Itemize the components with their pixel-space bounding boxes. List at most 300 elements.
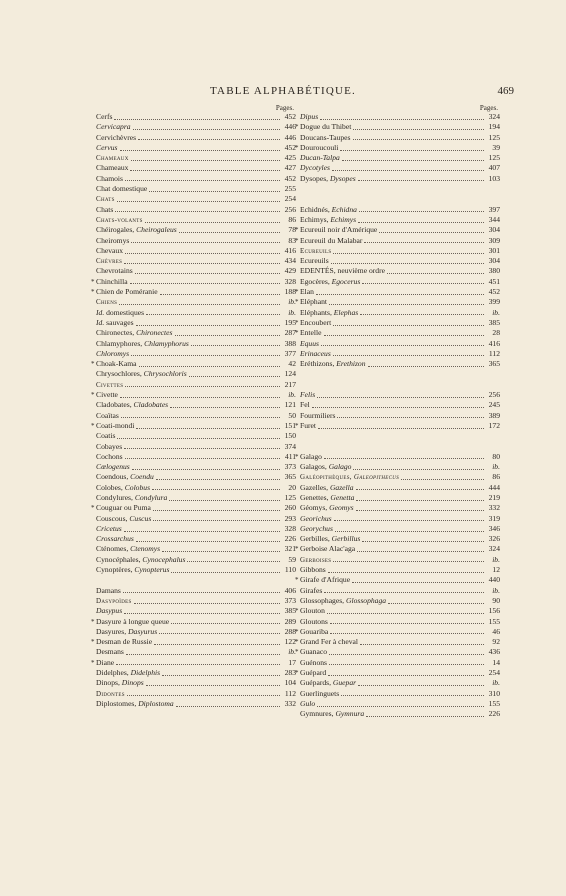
index-entry: [96, 339, 296, 349]
asterisk-mark: *: [295, 298, 299, 307]
index-entry: [96, 400, 296, 410]
dot-leader: [324, 458, 484, 459]
entry-name: [300, 318, 331, 328]
asterisk-mark: *: [91, 288, 95, 297]
dot-leader: [329, 654, 484, 655]
dot-leader: [120, 150, 280, 151]
entry-name-text: Gazelles,: [300, 482, 330, 492]
entry-name: [96, 369, 187, 379]
dot-leader: [324, 592, 484, 593]
index-entry: [300, 483, 500, 493]
dot-leader: [124, 263, 280, 264]
entry-name-text: Encoubert: [300, 317, 332, 327]
entry-page: 385: [488, 317, 500, 327]
entry-page: 219: [488, 492, 500, 502]
entry-name-text: Coatis: [96, 431, 116, 441]
index-entry: [300, 112, 500, 122]
section-gap: [300, 442, 500, 452]
entry-page: 373: [284, 462, 296, 472]
entry-name-text: Cobayes: [96, 441, 123, 451]
dot-leader: [362, 283, 484, 284]
entry-page: 155: [488, 698, 500, 708]
entry-name: [96, 194, 115, 204]
entry-name: [96, 431, 115, 441]
entry-name: [300, 565, 326, 575]
entry-name: [96, 462, 130, 472]
index-entry: [295, 637, 500, 647]
entry-latin-name: Gazella: [329, 482, 354, 492]
entry-name: [300, 153, 340, 163]
entry-name: [96, 390, 118, 400]
entry-name: [96, 586, 121, 596]
entry-latin-name: Glossophaga: [345, 595, 387, 605]
entry-page: 344: [488, 214, 500, 224]
asterisk-mark: *: [91, 277, 95, 286]
entry-name: [96, 308, 144, 318]
entry-latin-name: Didelphis: [130, 668, 161, 678]
entry-name: [300, 544, 355, 554]
entry-name: [300, 658, 327, 668]
entry-name: [96, 678, 144, 688]
entry-name-italic: Dycotyles: [300, 163, 330, 173]
index-entry: [300, 524, 500, 534]
index-entry: [295, 297, 500, 307]
entry-name-text: Cynoptères,: [96, 565, 135, 575]
entry-name: [300, 339, 319, 349]
entry-name-text: Egocères,: [300, 276, 332, 286]
dot-leader: [330, 633, 484, 634]
entry-name: [96, 236, 129, 246]
entry-page: 260: [284, 503, 296, 513]
dot-leader: [125, 253, 280, 254]
entry-name-text: Chameaux: [96, 154, 129, 163]
entry-name: [96, 689, 125, 699]
entry-name-text: Choak-Kama: [96, 359, 137, 369]
index-entry: [300, 678, 500, 688]
index-entry: [300, 359, 500, 369]
entry-name: [300, 493, 354, 503]
entry-page: 380: [488, 266, 500, 276]
entry-name: [300, 256, 329, 266]
entry-name: [300, 411, 335, 421]
dot-leader: [121, 417, 280, 418]
entry-name: [96, 266, 133, 276]
dot-leader: [133, 129, 280, 130]
dot-leader: [136, 325, 280, 326]
entry-latin-name: Erethizon: [336, 359, 366, 369]
entry-page: ib.: [492, 554, 500, 564]
entry-name-text: Dasyures,: [96, 626, 129, 636]
index-column-right: [295, 104, 500, 720]
entry-page: 150: [284, 431, 296, 441]
dot-leader: [171, 572, 280, 573]
entry-name-text: Glossophages,: [300, 595, 346, 605]
index-entry: [96, 699, 296, 709]
entry-page: 104: [284, 678, 296, 688]
page-number: 469: [497, 85, 514, 97]
entry-name: [300, 236, 362, 246]
dot-leader: [333, 325, 484, 326]
entry-name-text: Guanaco: [300, 647, 327, 657]
entry-name-text: Ecureuil du Malabar: [300, 235, 363, 245]
section-gap: [300, 184, 500, 194]
asterisk-mark: *: [295, 226, 299, 235]
entry-latin-name: Echimys: [330, 214, 357, 224]
entry-name-italic: Cervicapra: [96, 122, 131, 132]
entry-name: [300, 647, 327, 657]
entry-page: ib.: [492, 462, 500, 472]
entry-page: 446: [284, 122, 296, 132]
dot-leader: [321, 345, 484, 346]
entry-page: 304: [488, 225, 500, 235]
dot-leader: [353, 469, 484, 470]
entry-name: [300, 586, 322, 596]
asterisk-mark: *: [295, 123, 299, 132]
entry-page: 124: [284, 369, 296, 379]
index-entry: [96, 256, 296, 266]
entry-name-text: Eléphants,: [300, 307, 334, 317]
entry-name-italic: Crossarchus: [96, 534, 134, 544]
entry-page: 406: [284, 585, 296, 595]
asterisk-mark: *: [295, 288, 299, 297]
dot-leader: [324, 335, 484, 336]
entry-page: 255: [284, 184, 296, 194]
dot-leader: [130, 283, 280, 284]
index-entry: [91, 616, 296, 627]
dot-leader: [189, 376, 280, 377]
entry-page: 78: [288, 225, 296, 235]
entry-name-text: Gouariba: [300, 626, 329, 636]
index-entry: [96, 534, 296, 544]
index-entry: [300, 514, 500, 524]
entry-latin-name: Egocerus: [331, 276, 361, 286]
entry-name-text: Cladobates,: [96, 400, 134, 410]
dot-leader: [138, 139, 280, 140]
dot-leader: [341, 695, 484, 696]
entry-name: [96, 493, 167, 503]
entry-page: 80: [492, 451, 500, 461]
index-entry: [96, 194, 296, 204]
dot-leader: [329, 304, 484, 305]
entry-name-text: Chats-volants: [96, 215, 143, 224]
entry-latin-name: Echidna: [331, 204, 357, 214]
entry-name: [96, 617, 169, 627]
entry-name-text: Dogue du Thibet: [300, 122, 352, 132]
dot-leader: [154, 644, 280, 645]
entry-name-text: Echimys,: [300, 214, 331, 224]
index-entry: [300, 596, 500, 606]
index-entry: [300, 699, 500, 709]
index-entry: [91, 637, 296, 647]
entry-name-text: Chats: [96, 195, 115, 204]
index-entry: [300, 689, 500, 699]
index-entry: [300, 246, 500, 256]
dot-leader: [160, 294, 280, 295]
section-gap: [96, 575, 296, 585]
entry-name: [96, 256, 122, 266]
entry-name: [300, 215, 356, 225]
entry-name-text: Guépards,: [300, 678, 333, 688]
entry-latin-name: Genetta: [330, 492, 355, 502]
entry-latin-name: Cynopterus: [134, 565, 170, 575]
asterisk-mark: *: [91, 658, 95, 667]
entry-name: [300, 452, 322, 462]
entry-name: [300, 400, 310, 410]
entry-latin-name: Galeopithecus: [353, 473, 399, 482]
entry-page: 254: [488, 668, 500, 678]
asterisk-mark: *: [295, 627, 299, 636]
entry-page: 346: [488, 523, 500, 533]
dot-leader: [116, 664, 280, 665]
index-entry: [91, 287, 296, 297]
entry-name-italic: Georichus: [300, 513, 332, 523]
entry-name-text: Gerboises: [300, 555, 332, 564]
entry-page: 328: [284, 523, 296, 533]
index-entry: [96, 143, 296, 153]
entry-name: [300, 617, 328, 627]
entry-name: [300, 349, 331, 359]
entry-name: [96, 555, 185, 565]
dot-leader: [153, 520, 280, 521]
dot-leader: [356, 489, 484, 490]
asterisk-mark: *: [91, 504, 95, 513]
entry-page: 86: [288, 214, 296, 224]
entry-name-text: Chrysochlores,: [96, 369, 144, 379]
entry-name: [96, 153, 129, 163]
entry-name-text: Civettes: [96, 380, 124, 389]
entry-name-text: Galagos,: [300, 462, 329, 472]
entry-name-text: Eréthizons,: [300, 359, 337, 369]
entry-name: [96, 452, 123, 462]
entry-page: 50: [288, 410, 296, 420]
index-entry: [300, 215, 500, 225]
dot-leader: [327, 613, 484, 614]
entry-page: 122: [284, 637, 296, 647]
dot-leader: [359, 211, 484, 212]
entry-name-text: Diplostomes,: [96, 698, 139, 708]
entry-page: 59: [288, 554, 296, 564]
entry-name: [300, 122, 351, 132]
index-entry: [300, 462, 500, 472]
index-entry: [96, 442, 296, 452]
dot-leader: [329, 664, 484, 665]
entry-page: 125: [488, 132, 500, 142]
entry-page: 452: [284, 173, 296, 183]
dot-leader: [131, 242, 280, 243]
entry-name-italic: Ducan-Talpa: [300, 153, 340, 163]
entry-page: 452: [488, 287, 500, 297]
entry-name-text: Coati-mondi: [96, 420, 135, 430]
index-entry: [300, 709, 500, 719]
entry-page: 287: [284, 328, 296, 338]
index-entry: [300, 339, 500, 349]
dot-leader: [179, 232, 280, 233]
index-entry: [96, 555, 296, 565]
entry-latin-name: Chlamyphorus: [144, 338, 189, 348]
entry-name: [96, 277, 128, 287]
entry-page: 42: [288, 359, 296, 369]
dot-leader: [353, 129, 484, 130]
dot-leader: [357, 551, 484, 552]
entry-page: 452: [284, 142, 296, 152]
entry-page: 385: [284, 606, 296, 616]
asterisk-mark: *: [295, 452, 299, 461]
dot-leader: [356, 500, 484, 501]
entry-page: 321: [284, 544, 296, 554]
asterisk-mark: *: [295, 318, 299, 327]
entry-name: [96, 174, 123, 184]
index-entry: [91, 503, 296, 513]
entry-name: [96, 143, 118, 153]
entry-latin-name: Condylura: [134, 492, 168, 502]
entry-page: 377: [284, 348, 296, 358]
entry-page: 324: [488, 544, 500, 554]
dot-leader: [356, 510, 484, 511]
entry-name: [96, 112, 112, 122]
entry-page: 283: [284, 668, 296, 678]
entry-name: [96, 472, 154, 482]
entry-name-rest: sauvages: [106, 317, 134, 327]
dot-leader: [318, 428, 484, 429]
entry-name-text: Galago: [300, 451, 322, 461]
entry-name: [96, 699, 174, 709]
index-entry: [96, 246, 296, 256]
entry-name: [300, 143, 338, 153]
index-entry: [96, 308, 296, 318]
entry-name: [96, 483, 150, 493]
index-entry: [300, 133, 500, 143]
index-entry: [91, 390, 296, 400]
entry-name-text: Gymnures,: [300, 709, 336, 719]
entry-page: 46: [492, 626, 500, 636]
asterisk-mark: *: [295, 669, 299, 678]
dot-leader: [332, 170, 484, 171]
entry-page: 110: [284, 565, 296, 575]
entry-name: [96, 637, 152, 647]
dot-leader: [352, 582, 484, 583]
dot-leader: [139, 366, 281, 367]
entry-page: 429: [284, 266, 296, 276]
entry-name-text: Couscous,: [96, 513, 130, 523]
entry-page: 326: [488, 534, 500, 544]
entry-name: [300, 277, 360, 287]
dot-leader: [320, 119, 484, 120]
entry-page: 217: [284, 379, 296, 389]
asterisk-mark: *: [295, 638, 299, 647]
entry-name-text: Fourmiliers: [300, 410, 336, 420]
entry-name: [300, 699, 315, 709]
index-entry: [295, 328, 500, 338]
entry-page: 83: [288, 235, 296, 245]
entry-page: 309: [488, 235, 500, 245]
entry-page: 324: [488, 112, 500, 121]
entry-name: [300, 421, 316, 431]
entry-name: [300, 246, 331, 256]
dot-leader: [125, 180, 280, 181]
entry-name: [96, 297, 117, 307]
entry-latin-name: Cheirogaleus: [136, 225, 177, 235]
entry-page: 440: [488, 575, 500, 585]
dot-leader: [340, 150, 484, 151]
index-entry: [96, 565, 296, 575]
entry-page: 407: [488, 163, 500, 173]
asterisk-mark: *: [295, 421, 299, 430]
entry-name-text: Chevaux: [96, 245, 123, 255]
entry-name: [96, 246, 123, 256]
entry-page: 444: [488, 482, 500, 492]
entry-name-italic: Erinaceus: [300, 348, 331, 358]
entry-latin-name: Coendu: [130, 472, 154, 482]
entry-page: 156: [488, 606, 500, 616]
dot-leader: [175, 335, 281, 336]
entry-page: 397: [488, 204, 500, 214]
index-entry: [96, 153, 296, 163]
entry-name-text: Fel: [300, 400, 310, 410]
entry-page: 452: [284, 112, 296, 121]
entry-name-text: Ecureuils: [300, 256, 329, 266]
dot-leader: [317, 397, 484, 398]
entry-name: [96, 627, 157, 637]
entry-name: [300, 472, 399, 482]
entry-page: 411: [284, 451, 296, 461]
entry-name-text: Dasypoïdes: [96, 596, 132, 605]
entry-name: [300, 225, 377, 235]
entry-name: [96, 328, 173, 338]
entry-name: [300, 627, 328, 637]
index-entry: [300, 586, 500, 596]
dot-leader: [162, 551, 280, 552]
dot-leader: [119, 304, 280, 305]
section-gap: [300, 194, 500, 204]
entry-page: 90: [492, 595, 500, 605]
page-header: [0, 85, 566, 99]
index-entry: [91, 657, 296, 668]
entry-name-text: Genettes,: [300, 492, 331, 502]
index-entry: [96, 163, 296, 173]
asterisk-mark: *: [91, 360, 95, 369]
entry-name-text: Géomys,: [300, 503, 330, 513]
entry-name-text: Furet: [300, 420, 317, 430]
entry-page: ib.: [288, 307, 296, 317]
entry-page: 194: [488, 122, 500, 132]
entry-name-text: Diane: [96, 657, 115, 667]
entry-name-text: Cynocéphales,: [96, 554, 143, 564]
dot-leader: [333, 253, 484, 254]
entry-page: 416: [284, 245, 296, 255]
index-entry: [96, 544, 296, 554]
entry-page: 125: [284, 492, 296, 502]
entry-page: 20: [288, 482, 296, 492]
index-entry: [96, 411, 296, 421]
entry-page: 425: [284, 153, 296, 163]
entry-name-text: Condylures,: [96, 492, 135, 502]
entry-name: [300, 524, 333, 534]
entry-name-text: Cochons: [96, 451, 123, 461]
index-entry: [96, 647, 296, 657]
section-gap: [300, 431, 500, 441]
entry-name: [96, 339, 189, 349]
dot-leader: [126, 654, 280, 655]
entry-page: 112: [488, 348, 500, 358]
entry-name: [96, 421, 134, 431]
entry-page: ib.: [288, 390, 296, 400]
entry-page: 288: [284, 626, 296, 636]
index-entry: [300, 555, 500, 565]
index-entry: [96, 493, 296, 503]
index-entry: [295, 142, 500, 153]
entry-name: [300, 606, 325, 616]
entry-page: 254: [284, 194, 296, 204]
